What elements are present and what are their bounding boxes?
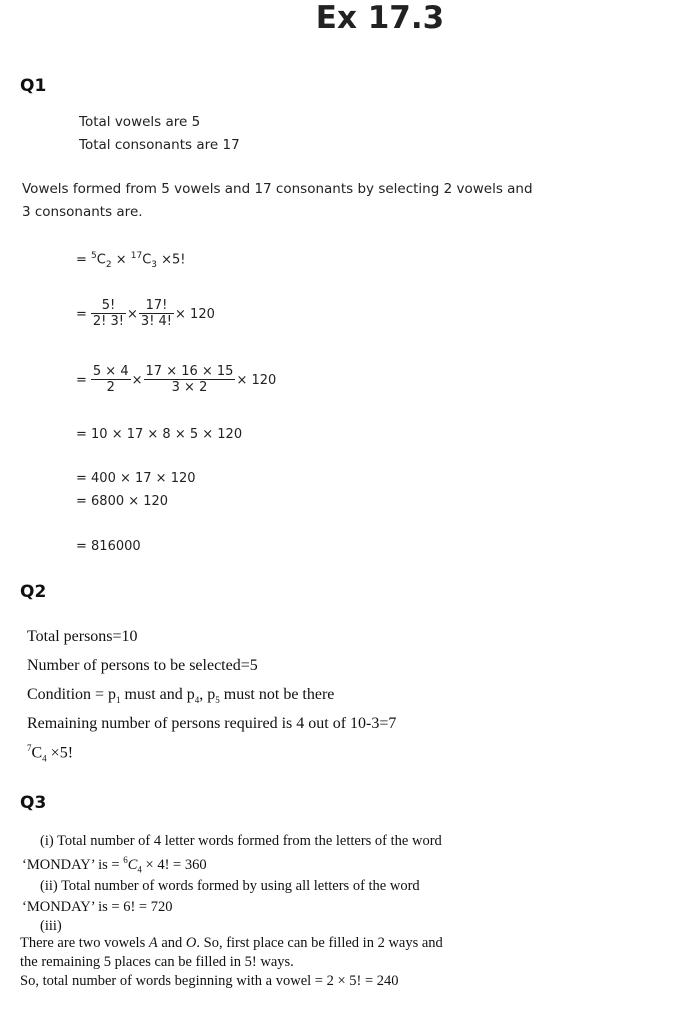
q1-line-vowels: Total vowels are 5: [79, 114, 201, 130]
q3-part3-line1: There are two vowels A and O. So, first place can be filled in 2 ways and: [20, 935, 443, 951]
q1-step1: = $^5C_2 \times ^{17}C_3 \times 5$!: [76, 251, 186, 270]
q1-step6: = 6800 × 120: [76, 494, 169, 509]
q1-step2-fraction2: $\frac{17!}{3! 4!}$: [140, 298, 173, 329]
q2-line5: $^7C_4 \times 5$!: [27, 743, 74, 764]
q3-part1-line1: (i) Total number of 4 letter words formed from the letters of the word: [40, 833, 442, 849]
q3-part3-label: (iii): [40, 918, 62, 934]
question-label-q3: Q3: [20, 793, 47, 813]
q1-step5: = 400 × 17 × 120: [76, 471, 196, 486]
q3-part3-line3: So, total number of words beginning with a vowel = 2 × 5! = 240: [20, 973, 399, 989]
q2-line3: Condition = $p_1$ must and $p_4$, $p_5$ must not be there: [27, 686, 335, 706]
q2-line1: Total persons=10: [27, 628, 138, 645]
q3-part2-line1: (ii) Total number of words formed by using all letters of the word: [40, 878, 420, 894]
q3-part1-line2: ‘MONDAY’ is = $^6C_4 \times 4$! = 360: [22, 855, 207, 875]
q1-paragraph-line1: Vowels formed from 5 vowels and 17 consonants by selecting 2 vowels and: [22, 181, 533, 197]
q1-step4: = 10 × 17 × 8 × 5 × 120: [76, 427, 243, 442]
q1-step3-fraction2: $\frac{17 \times 16 \times 15}{3 \times 2}$: [145, 364, 234, 395]
q1-step3: = $\frac{5 \times 4}{2}$ × $\frac{17 \times 16 \times 15}{3 \times 2}$ × 120: [76, 364, 277, 395]
q1-step7: = 816000: [76, 539, 141, 554]
q1-paragraph-line2: 3 consonants are.: [22, 204, 143, 220]
q1-step2: = $\frac{5!}{2! 3!}$ × $\frac{17!}{3! 4!}$ × 120: [76, 298, 215, 329]
q2-line2: Number of persons to be selected=5: [27, 657, 258, 674]
q1-line-consonants: Total consonants are 17: [79, 137, 240, 153]
page-title: Ex 17.3: [315, 0, 445, 36]
q2-line4: Remaining number of persons required is 4 out of 10-3=7: [27, 715, 397, 732]
question-label-q2: Q2: [20, 582, 47, 602]
q1-step2-fraction1: $\frac{5!}{2! 3!}$: [92, 298, 125, 329]
q1-step3-fraction1: $\frac{5 \times 4}{2}$: [92, 364, 129, 395]
q3-part3-line2: the remaining 5 places can be filled in 5! ways.: [20, 954, 294, 970]
q3-part2-line2: ‘MONDAY’ is = 6! = 720: [22, 899, 173, 915]
question-label-q1: Q1: [20, 76, 47, 96]
